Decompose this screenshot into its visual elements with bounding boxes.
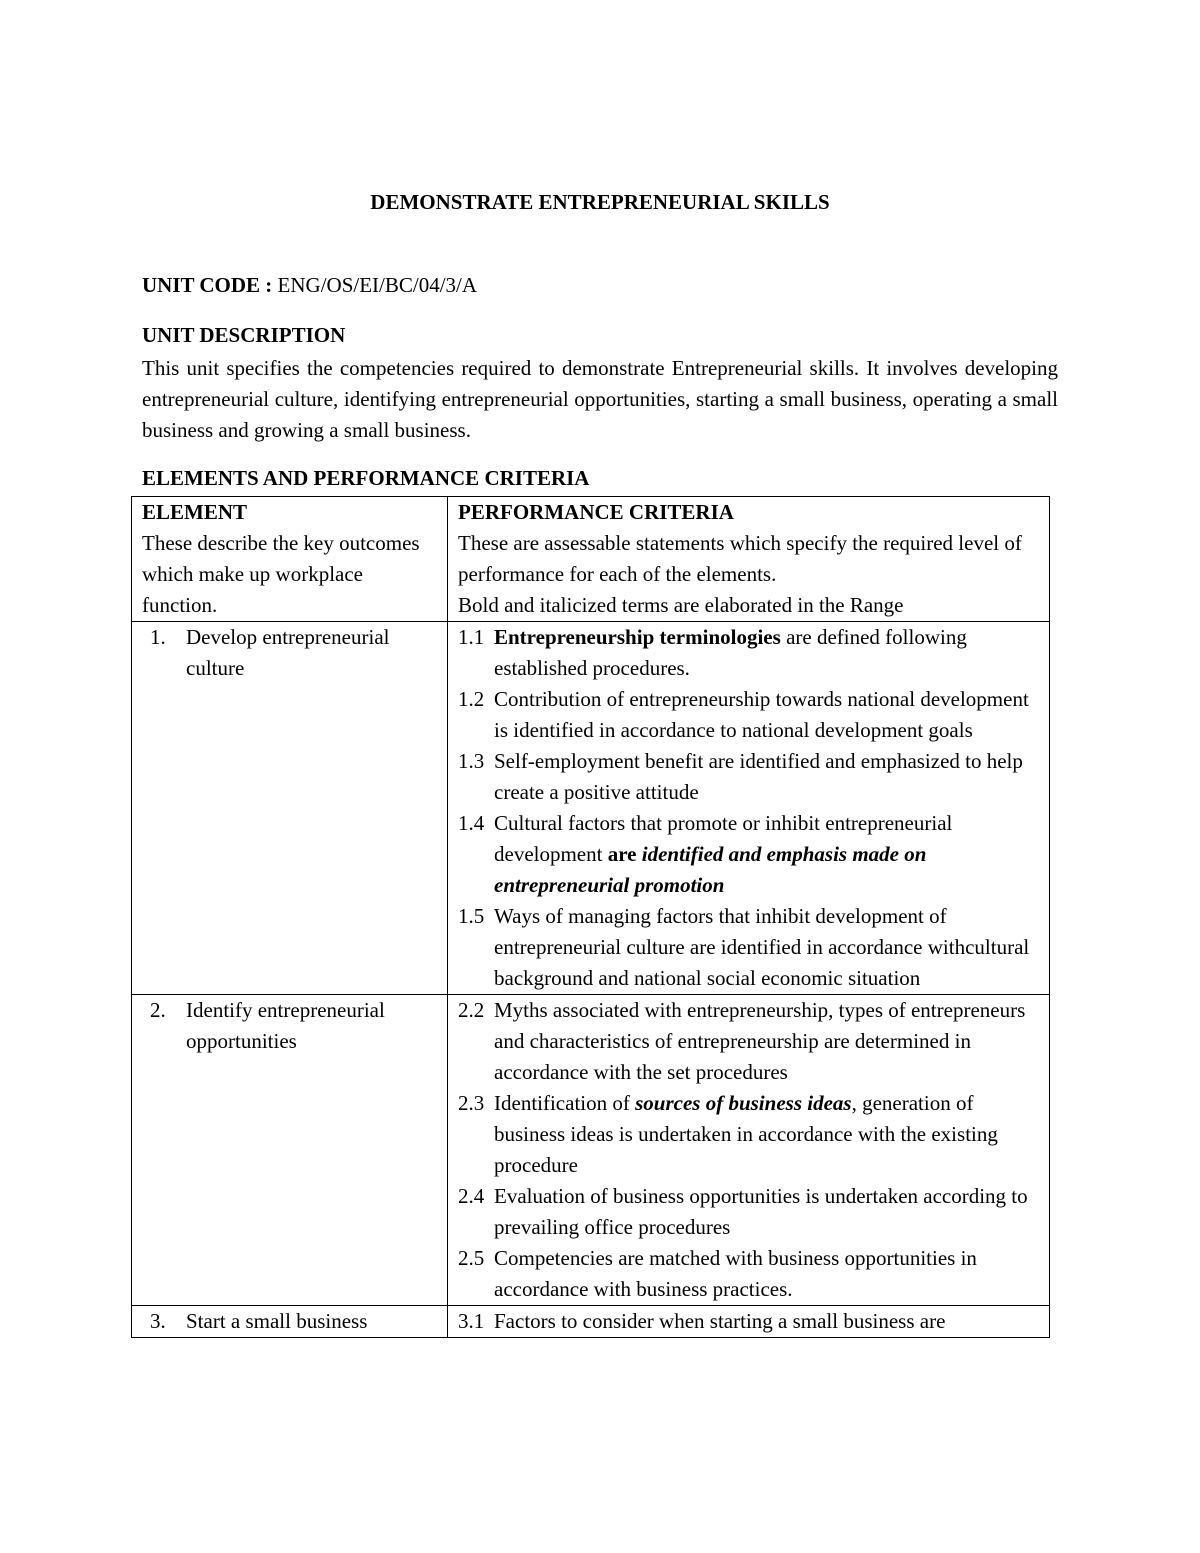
range-term: identified and emphasis made on entrepreneurial promotion [494, 842, 927, 897]
performance-criteria-table [131, 496, 1050, 1338]
unit-code-value: ENG/OS/EI/BC/04/3/A [277, 273, 478, 297]
criteria-item [458, 1088, 1041, 1181]
element-item [142, 1306, 439, 1337]
unit-description-text: This unit specifies the competencies required to demonstrate Entrepreneurial skills. It involves developing entrepreneurial culture, identifying entrepreneurial opportunities, starting a small business, operating a small business and growing a small business. [142, 356, 1058, 442]
table-row [132, 1306, 1050, 1338]
elements-heading: ELEMENTS AND PERFORMANCE CRITERIA [142, 466, 590, 490]
criteria-number: 2.3 [458, 1091, 485, 1115]
criteria-number: 2.4 [458, 1184, 485, 1208]
criteria-text: Contribution of entrepreneurship towards national development is identified in accordance to national development goals [494, 687, 1029, 742]
criteria-text: Self-employment benefit are identified and emphasized to help create a positive attitude [494, 749, 1023, 804]
criteria-bold-text: are [607, 842, 642, 866]
criteria-text: Ways of managing factors that inhibit development of entrepreneurial culture are identified in accordance withcultural background and national social economic situation [494, 904, 1030, 990]
range-term: Entrepreneurship terminologies [494, 625, 781, 649]
criteria-text: , generation of business ideas is undertaken in accordance with the existing procedure [494, 1091, 998, 1177]
criteria-item [458, 901, 1041, 994]
unit-code-label: UNIT CODE : [142, 273, 273, 297]
criteria-text: Factors to consider when starting a small business are [494, 1309, 946, 1333]
element-cell [132, 622, 448, 995]
range-term: sources of business ideas [635, 1091, 852, 1115]
criteria-cell [448, 1306, 1050, 1338]
criteria-number: 1.2 [458, 687, 485, 711]
table-header-row [132, 497, 1050, 622]
element-item [142, 622, 439, 684]
criteria-text: Evaluation of business opportunities is undertaken according to prevailing office procedures [494, 1184, 1028, 1239]
table-row [132, 995, 1050, 1306]
criteria-header-note: Bold and italicized terms are elaborated in the Range [458, 593, 904, 617]
criteria-number: 2.2 [458, 998, 485, 1022]
element-number: 2. [150, 998, 166, 1022]
criteria-item [458, 684, 1041, 746]
criteria-item [458, 746, 1041, 808]
criteria-header-label: PERFORMANCE CRITERIA [458, 500, 734, 524]
element-header-label: ELEMENT [142, 500, 248, 524]
criteria-cell [448, 995, 1050, 1306]
table-row [132, 622, 1050, 995]
element-text: Start a small business [186, 1309, 368, 1333]
criteria-item [458, 808, 1041, 901]
criteria-cell [448, 622, 1050, 995]
criteria-text: Identification of [494, 1091, 636, 1115]
criteria-item [458, 995, 1041, 1088]
criteria-text: Cultural factors that promote or inhibit entrepreneurial development [494, 811, 953, 866]
criteria-text: are defined following established procedures. [494, 625, 967, 680]
element-number: 1. [150, 625, 166, 649]
criteria-item [458, 1306, 1041, 1337]
element-header-cell [132, 497, 448, 622]
criteria-header-cell [448, 497, 1050, 622]
element-cell [132, 995, 448, 1306]
criteria-text: Myths associated with entrepreneurship, types of entrepreneurs and characteristics of entrepreneurship are determined in accordance with the set procedures [494, 998, 1026, 1084]
criteria-number: 1.5 [458, 904, 485, 928]
criteria-number: 1.1 [458, 625, 485, 649]
criteria-item [458, 622, 1041, 684]
element-cell [132, 1306, 448, 1338]
criteria-number: 2.5 [458, 1246, 485, 1270]
element-number: 3. [150, 1309, 166, 1333]
criteria-item [458, 1181, 1041, 1243]
criteria-number: 1.4 [458, 811, 485, 835]
criteria-item [458, 1243, 1041, 1305]
element-text: Develop entrepreneurial culture [186, 625, 390, 680]
criteria-number: 1.3 [458, 749, 485, 773]
unit-code [142, 273, 477, 298]
criteria-text: Competencies are matched with business opportunities in accordance with business practices. [494, 1246, 977, 1301]
element-header-desc: These describe the key outcomes which make up workplace function. [142, 531, 420, 617]
element-text: Identify entrepreneurial opportunities [186, 998, 385, 1053]
unit-description-heading: UNIT DESCRIPTION [142, 323, 346, 347]
criteria-header-desc: These are assessable statements which specify the required level of performance for each of the elements. [458, 531, 1022, 586]
criteria-number: 3.1 [458, 1309, 485, 1333]
element-item [142, 995, 439, 1057]
page-title: DEMONSTRATE ENTREPRENEURIAL SKILLS [370, 190, 830, 214]
